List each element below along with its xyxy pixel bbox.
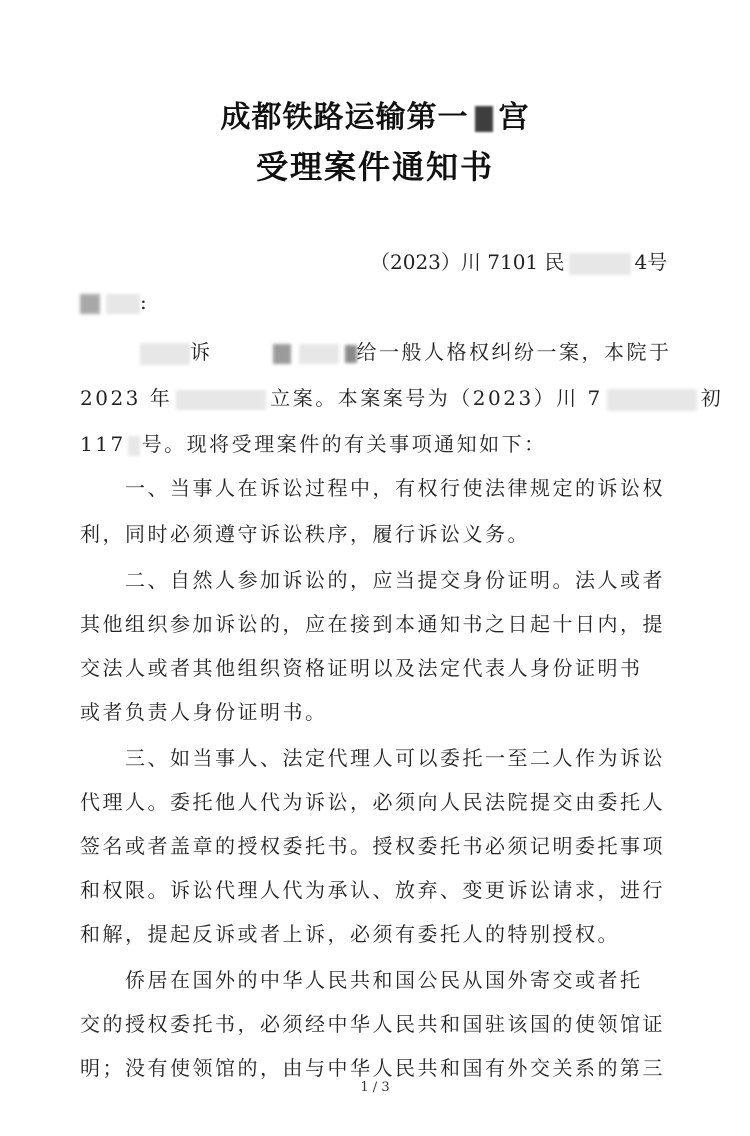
intro-line-2 — [80, 382, 723, 411]
intro-text: 2023 年 — [80, 386, 173, 410]
case-number — [370, 246, 667, 275]
intro-text: 号。现将受理案件的有关事项通知如下： — [141, 432, 547, 456]
redaction-block — [299, 344, 339, 364]
paragraph-3-line-2: 代理人。委托他人代为诉讼，必须向人民法院提交由委托人 — [80, 790, 665, 814]
page-number: 1 / 3 — [360, 1080, 390, 1095]
redaction-block — [80, 294, 100, 314]
recipient-colon: : — [140, 290, 147, 314]
redaction-block — [128, 436, 140, 456]
redaction-block — [569, 253, 631, 275]
case-number-suffix: 4号 — [634, 250, 668, 274]
intro-text: 诉 — [190, 340, 213, 364]
paragraph-1-line-1: 一、当事人在诉讼过程中，有权行使法律规定的诉讼权 — [80, 476, 665, 500]
intro-line-1 — [80, 336, 672, 365]
case-number-prefix: （2023）川 7101 民 — [370, 250, 565, 274]
redaction-block — [176, 390, 266, 410]
redaction-block — [345, 345, 357, 363]
paragraph-2-line-1: 二、自然人参加诉讼的，应当提交身份证明。法人或者 — [80, 568, 665, 592]
intro-line-3 — [80, 428, 547, 457]
paragraph-3-line-5: 和解，提起反诉或者上诉，必须有委托人的特别授权。 — [80, 922, 620, 946]
paragraph-2-line-4: 或者负责人身份证明书。 — [80, 700, 328, 724]
court-name-tail: 宫 — [498, 100, 530, 135]
intro-text: 给一般人格权纠纷一案，本院于 — [356, 340, 672, 364]
paragraph-1-line-2: 利，同时必须遵守诉讼秩序，履行诉讼义务。 — [80, 522, 530, 546]
paragraph-4-line-3: 明；没有使领馆的，由与中华人民共和国有外交关系的第三 — [80, 1056, 665, 1080]
redaction-block — [140, 343, 190, 365]
intro-text: 立案。本案案号为（2023）川 7 — [270, 386, 603, 410]
paragraph-2-line-3: 交法人或者其他组织资格证明以及法定代表人身份证明书 — [80, 656, 643, 680]
court-name-text: 成都铁路运输第一 — [220, 100, 469, 135]
intro-text: 初 — [700, 386, 724, 410]
redaction-block — [475, 106, 493, 132]
paragraph-3-line-4: 和权限。诉讼代理人代为承认、放弃、变更诉讼请求，进行 — [80, 878, 665, 902]
paragraph-3-line-1: 三、如当事人、法定代理人可以委托一至二人作为诉讼 — [80, 746, 665, 770]
document-title: 受理案件通知书 — [255, 148, 494, 186]
paragraph-3-line-3: 签名或者盖章的授权委托书。授权委托书必须记明委托事项 — [80, 834, 665, 858]
redaction-block — [273, 344, 291, 364]
redaction-block — [106, 294, 140, 314]
paragraph-4-line-2: 交的授权委托书，必须经中华人民共和国驻该国的使领馆证 — [80, 1012, 665, 1036]
court-name-title — [0, 92, 750, 136]
recipient-line — [80, 290, 147, 314]
redaction-block — [607, 389, 697, 411]
paragraph-4-line-1: 侨居在国外的中华人民共和国公民从国外寄交或者托 — [80, 968, 643, 992]
paragraph-2-line-2: 其他组织参加诉讼的，应在接到本通知书之日起十日内，提 — [80, 612, 665, 636]
intro-text: 117 — [80, 432, 126, 456]
